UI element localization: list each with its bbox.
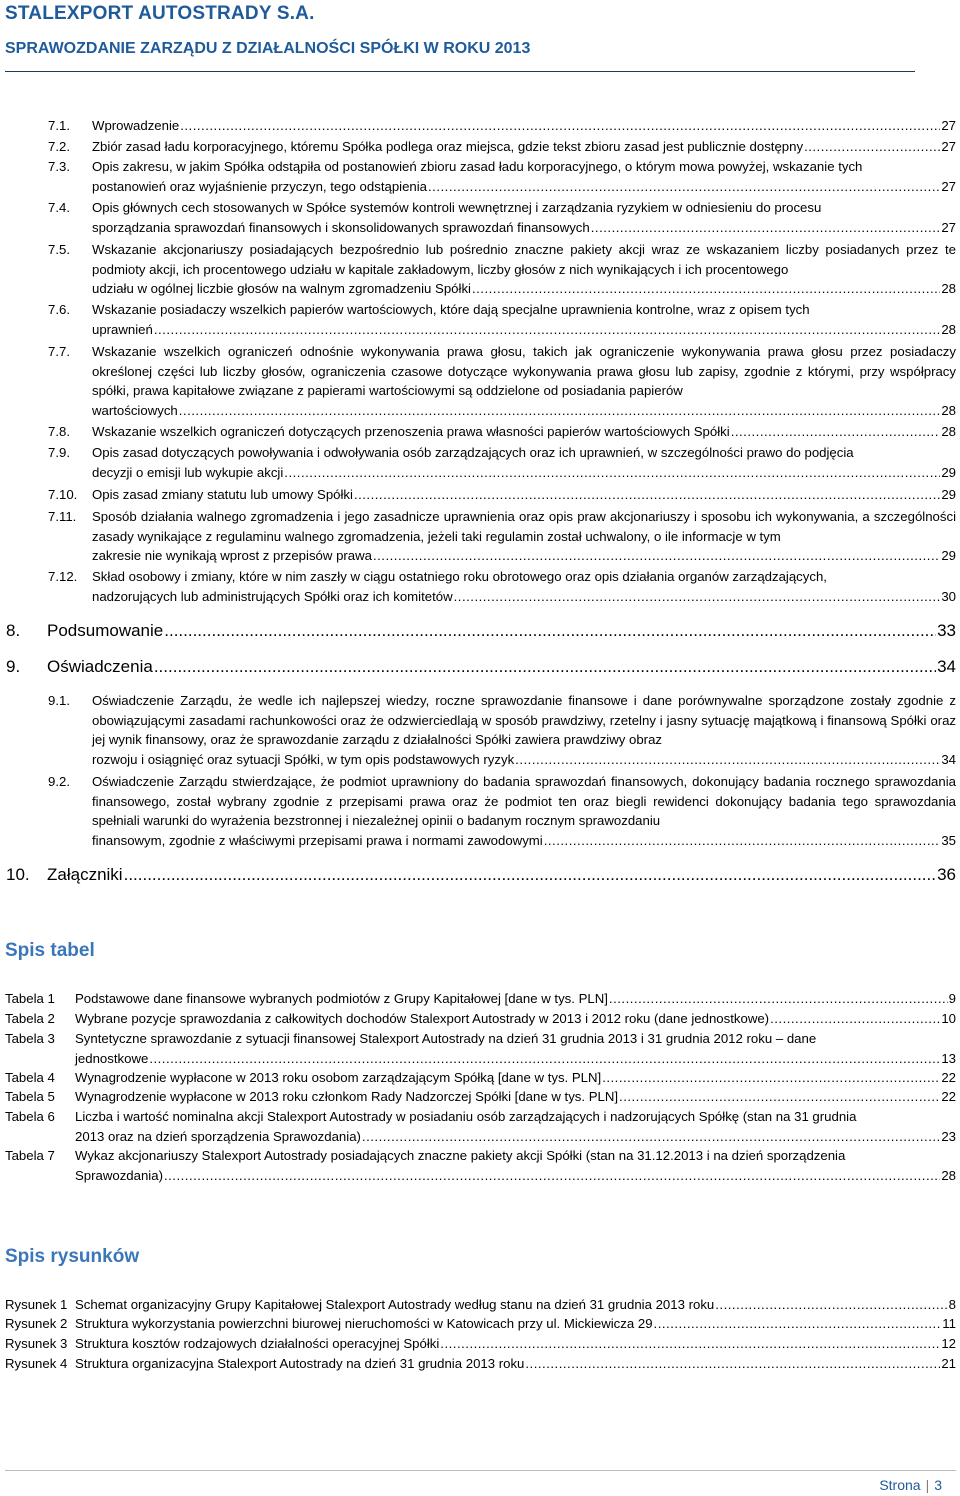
toc-section-10[interactable]	[6, 864, 956, 886]
table-caption: Podstawowe dane finansowe wybranych podmiotów z Grupy Kapitałowej [dane w tys. PLN]	[75, 991, 608, 1006]
table-list-item[interactable]	[5, 1068, 956, 1088]
toc-text-lead: Skład osobowy i zmiany, które w nim zaszły w ciągu ostatniego roku obrotowego oraz opis działania organów zarządzających,	[92, 569, 827, 584]
toc-text: Wprowadzenie	[92, 118, 180, 133]
toc-entry-7-11[interactable]	[48, 507, 956, 566]
toc-page: 33	[937, 621, 956, 640]
figure-list-item[interactable]	[5, 1295, 956, 1315]
toc-page: 35	[941, 832, 956, 848]
toc-text: zakresie nie wynikają wprost z przepisów prawa	[92, 548, 372, 564]
toc-text: sporządzania sprawozdań finansowych i skonsolidowanych sprawozdań finansowych	[92, 219, 590, 235]
toc-text: decyzji o emisji lub wykupie akcji	[92, 464, 284, 480]
toc-number: 7.3.	[48, 159, 70, 174]
toc-text: Podsumowanie	[47, 621, 164, 640]
table-number: Tabela 3	[5, 1031, 55, 1046]
table-page: 13	[941, 1050, 956, 1066]
toc-entry-7-10[interactable]	[48, 485, 956, 505]
toc-entry-9-2[interactable]	[48, 772, 956, 850]
table-caption: Sprawozdania)	[75, 1167, 163, 1183]
table-number: Tabela 2	[5, 1011, 55, 1026]
toc-page: 28	[941, 402, 956, 418]
toc-section-8[interactable]	[6, 620, 956, 642]
toc-page: 34	[937, 657, 956, 676]
toc-number: 7.5.	[48, 242, 70, 257]
figure-number: Rysunek 3	[5, 1336, 68, 1351]
toc-entry-7-4[interactable]	[48, 198, 956, 237]
table-page: 28	[941, 1167, 956, 1183]
table-number: Tabela 5	[5, 1089, 55, 1104]
toc-number: 7.1.	[48, 118, 70, 133]
table-caption: 2013 oraz na dzień sporządzenia Sprawozdania)	[75, 1128, 361, 1144]
table-number: Tabela 4	[5, 1070, 55, 1085]
toc-entry-9-1[interactable]	[48, 691, 956, 769]
toc-entry-7-9[interactable]	[48, 443, 956, 482]
toc-text: Zbiór zasad ładu korporacyjnego, któremu Spółka podlega oraz miejsca, gdzie tekst zbioru zasad jest publicznie dostępny	[92, 139, 804, 154]
page-number: 3	[934, 1477, 942, 1493]
figure-caption: Schemat organizacyjny Grupy Kapitałowej Stalexport Autostrady według stanu na dzień 31 grudnia 2013 roku	[75, 1297, 715, 1312]
toc-page: 29	[941, 548, 956, 564]
toc-page: 28	[941, 281, 956, 297]
toc-text: rozwoju i osiągnięć oraz sytuacji Spółki, w tym opis podstawowych ryzyk	[92, 751, 515, 767]
toc-entry-7-5[interactable]	[48, 240, 956, 299]
figure-number: Rysunek 4	[5, 1356, 68, 1371]
toc-text-lead: Wskazanie akcjonariuszy posiadających bezpośrednio lub pośrednio znaczne pakiety akcji wraz ze wskazaniem liczby posiadanych przez te podmioty akcji, ich procentowego udziału w kapitale zakładowym, liczby głosów z nich wynikających i ich procentowego	[92, 242, 956, 277]
table-page: 10	[941, 1011, 956, 1026]
toc-page: 29	[941, 464, 956, 480]
toc-page: 28	[941, 424, 956, 439]
toc-page: 27	[941, 139, 956, 154]
table-list-item[interactable]	[5, 1107, 956, 1146]
toc-text: Oświadczenia	[47, 657, 153, 676]
toc-page: 30	[941, 588, 956, 604]
toc-number: 10.	[6, 865, 30, 884]
toc-text-lead: Oświadczenie Zarządu stwierdzające, że podmiot uprawniony do badania sprawozdań finansowych, dokonujący badania rocznego sprawozdania finansowego, został wybrany zgodnie z przepisami prawa oraz że podmiot ten oraz biegli rewidenci dokonujący badania tego sprawozdania spełniali warunki do wyrażenia bezstronnej i niezależnej opinii o badanym rocznym sprawozdaniu	[92, 774, 956, 829]
toc-number: 8.	[6, 621, 21, 640]
figure-number: Rysunek 2	[5, 1316, 68, 1331]
toc-text-lead: Oświadczenie Zarządu, że wedle ich najlepszej wiedzy, roczne sprawozdanie finansowe i dane porównywalne sporządzone zostały zgodnie z obowiązującymi zasadami rachunkowości oraz że odzwierciedlają w sposób prawdziwy, rzetelny i jasny sytuację majątkową i finansową Spółki oraz jej wynik finansowy, oraz że sprawozdanie zarządu z działalności Spółki zawiera prawdziwy obraz	[92, 693, 956, 748]
figure-list-item[interactable]	[5, 1314, 956, 1334]
toc-number: 9.1.	[48, 693, 70, 708]
toc-entry-7-1[interactable]	[48, 116, 956, 136]
header-divider	[5, 71, 915, 72]
toc-text: udziału w ogólnej liczbie głosów na walnym zgromadzeniu Spółki	[92, 281, 471, 297]
figure-caption: Struktura organizacyjna Stalexport Autostrady na dzień 31 grudnia 2013 roku	[75, 1356, 525, 1371]
toc-page: 36	[937, 865, 956, 884]
toc-entry-7-8[interactable]	[48, 422, 956, 442]
figure-number: Rysunek 1	[5, 1297, 68, 1312]
toc-entry-7-6[interactable]	[48, 300, 956, 339]
toc-text: wartościowych	[92, 402, 178, 418]
table-caption: jednostkowe	[75, 1050, 149, 1066]
toc-text: postanowień oraz wyjaśnienie przyczyn, tego odstąpienia	[92, 178, 428, 194]
toc-text-lead: Opis zasad dotyczących powoływania i odwoływania osób zarządzających oraz ich uprawnień, w szczególności prawo do podjęcia	[92, 445, 854, 460]
toc-text: nadzorujących lub administrujących Spółki oraz ich komitetów	[92, 588, 453, 604]
figure-page: 12	[941, 1336, 956, 1351]
table-caption: Wynagrodzenie wypłacone w 2013 roku członkom Rady Nadzorczej Spółki [dane w tys. PLN]	[75, 1089, 619, 1104]
toc-entry-7-3[interactable]	[48, 157, 956, 196]
table-page: 23	[941, 1128, 956, 1144]
toc-text-lead: Opis zakresu, w jakim Spółka odstąpiła od postanowień zbioru zasad ładu korporacyjnego, o którym mowa powyżej, wskazanie tych	[92, 159, 863, 174]
toc-text-lead: Wskazanie wszelkich ograniczeń odnośnie wykonywania prawa głosu, takich jak ograniczenie wykonywania prawa głosu przez posiadaczy określonej części lub liczby głosów, ograniczenia czasowe dotyczące wykonywania prawa głosu lub zapisy, zgodnie z którymi, przy współpracy spółki, prawa kapitałowe związane z papierami wartościowymi są oddzielone od posiadania papierów	[92, 344, 956, 399]
figure-list-item[interactable]	[5, 1334, 956, 1354]
toc-text: Załączniki	[47, 865, 123, 884]
toc-number: 7.11.	[48, 509, 77, 524]
table-number: Tabela 7	[5, 1148, 55, 1163]
figure-caption: Struktura kosztów rodzajowych działalności operacyjnej Spółki	[75, 1336, 440, 1351]
toc-entry-7-7[interactable]	[48, 342, 956, 420]
table-page: 22	[941, 1070, 956, 1085]
table-number: Tabela 1	[5, 991, 55, 1006]
toc-text: Wskazanie wszelkich ograniczeń dotyczących przenoszenia prawa własności papierów wartościowych Spółki	[92, 424, 730, 439]
figures-list-title: Spis rysunków	[5, 1246, 140, 1267]
table-number: Tabela 6	[5, 1109, 55, 1124]
toc-number: 7.2.	[48, 139, 70, 154]
figure-page: 11	[942, 1316, 956, 1331]
toc-text: uprawnień	[92, 321, 153, 337]
table-caption-lead: Liczba i wartość nominalna akcji Stalexport Autostrady w posiadaniu osób zarządzających i nadzorujących Spółkę (stan na 31 grudnia	[75, 1109, 857, 1124]
table-list-item[interactable]	[5, 1009, 956, 1029]
figure-page: 8	[948, 1297, 956, 1312]
footer-divider	[5, 1470, 956, 1471]
toc-section-9[interactable]	[6, 656, 956, 678]
toc-text-lead: Opis głównych cech stosowanych w Spółce systemów kontroli wewnętrznej i zarządzania ryzykiem w odniesieniu do procesu	[92, 200, 822, 215]
page-footer: Strona | 3	[879, 1477, 942, 1493]
page-label: Strona	[879, 1477, 921, 1493]
toc-number: 9.	[6, 657, 21, 676]
table-list-item[interactable]	[5, 1146, 956, 1185]
table-caption: Wybrane pozycje sprawozdania z całkowitych dochodów Stalexport Autostrady w 2013 i 2012 roku (dane jednostkowe)	[75, 1011, 770, 1026]
toc-number: 7.10.	[48, 487, 78, 502]
page-header	[5, 0, 920, 58]
figure-list-item[interactable]	[5, 1354, 956, 1374]
toc-text-lead: Wskazanie posiadaczy wszelkich papierów wartościowych, które dają specjalne uprawnienia kontrolne, wraz z opisem tych	[92, 302, 810, 317]
toc-entry-7-12[interactable]	[48, 567, 956, 606]
table-page: 22	[941, 1089, 956, 1104]
table-caption: Wynagrodzenie wypłacone w 2013 roku osobom zarządzającym Spółką [dane w tys. PLN]	[75, 1070, 602, 1085]
toc-page: 29	[941, 487, 956, 502]
table-caption-lead: Syntetyczne sprawozdanie z sytuacji finansowej Stalexport Autostrady na dzień 31 grudnia 2013 i 31 grudnia 2012 roku – dane	[75, 1031, 817, 1046]
tables-list-title: Spis tabel	[5, 940, 95, 961]
toc-number: 7.6.	[48, 302, 70, 317]
company-name: STALEXPORT AUTOSTRADY S.A.	[5, 3, 315, 24]
table-list-item[interactable]	[5, 1087, 956, 1107]
toc-number: 7.7.	[48, 344, 70, 359]
toc-page: 27	[941, 219, 956, 235]
table-page: 9	[948, 991, 956, 1006]
toc-number: 9.2.	[48, 774, 70, 789]
toc-page: 34	[941, 751, 956, 767]
table-caption-lead: Wykaz akcjonariuszy Stalexport Autostrady posiadających znaczne pakiety akcji Spółki (stan na 31.12.2013 i na dzień sporządzenia	[75, 1148, 846, 1163]
toc-text-lead: Sposób działania walnego zgromadzenia i jego zasadnicze uprawnienia oraz opis praw akcjonariuszy i sposobu ich wykonywania, a szczególności zasady wynikające z regulaminu walnego zgromadzenia, jeżeli taki regulamin został uchwalony, o ile informacje w tym	[92, 509, 956, 544]
toc-page: 27	[941, 178, 956, 194]
toc-page: 28	[941, 321, 956, 337]
report-title: SPRAWOZDANIE ZARZĄDU Z DZIAŁALNOŚCI SPÓŁKI W ROKU 2013	[5, 40, 531, 57]
table-list-item[interactable]	[5, 989, 956, 1009]
toc-number: 7.12.	[48, 569, 78, 584]
toc-number: 7.8.	[48, 424, 70, 439]
toc-page: 27	[941, 118, 956, 133]
toc-text: Opis zasad zmiany statutu lub umowy Spółki	[92, 487, 353, 502]
toc-text: finansowym, zgodnie z właściwymi przepisami prawa i normami zawodowymi	[92, 832, 543, 848]
toc-number: 7.4.	[48, 200, 70, 215]
table-list-item[interactable]	[5, 1029, 956, 1068]
toc-number: 7.9.	[48, 445, 70, 460]
figure-caption: Struktura wykorzystania powierzchni biurowej nieruchomości w Katowicach przy ul. Mickiewicza 29	[75, 1316, 653, 1331]
toc-entry-7-2[interactable]	[48, 137, 956, 157]
figure-page: 21	[941, 1356, 956, 1371]
